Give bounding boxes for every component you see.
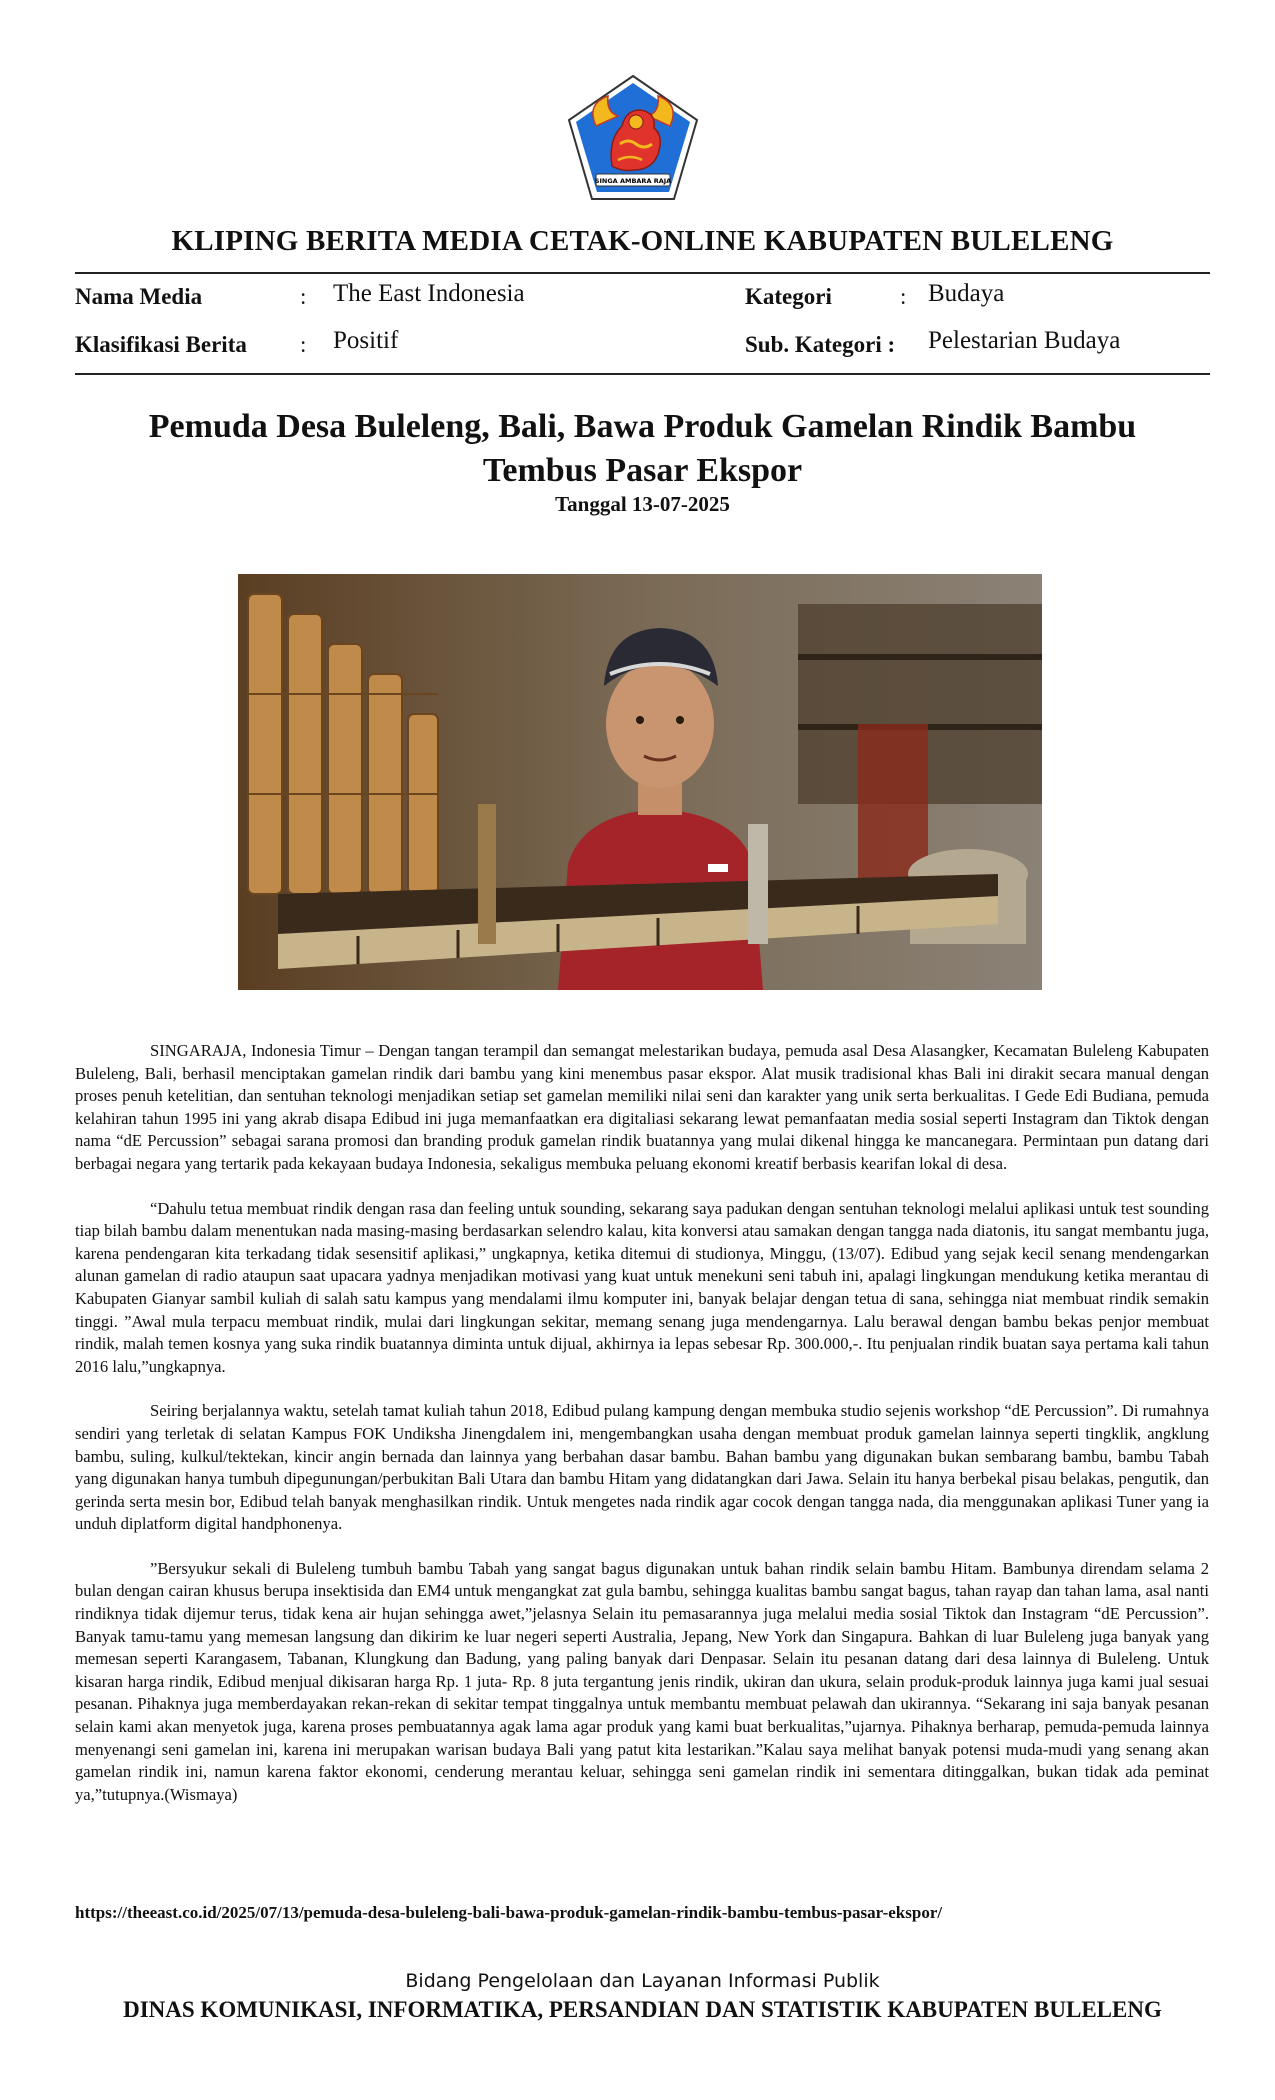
source-url-link[interactable]: https://theeast.co.id/2025/07/13/pemuda-desa-buleleng-bali-bawa-produk-gamelan-rindik-bambu-tembus-pasar-ekspor/ (75, 1903, 943, 1922)
kategori-label: Kategori (745, 284, 832, 309)
article-paragraph: SINGARAJA, Indonesia Timur – Dengan tangan terampil dan semangat melestarikan budaya, pemuda asal Desa Alasangker, Kecamatan Buleleng Kabupaten Buleleng, Bali, berhasil menciptakan gamelan rindik dari bambu yang kini menembus pasar ekspor. Alat musik tradisional khas Bali ini dirakit secara manual dengan proses penuh ketelitian, dan sentuhan teknologi menjadikan setiap set gamelan memiliki nilai seni dan karakter yang unik serta berkualitas. I Gede Edi Budiana, pemuda kelahiran tahun 1995 ini yang akrab disapa Edibud ini juga memanfaatkan era digitaliasi sekarang lewat pemanfaatan media sosial seperti Instagram dan Tiktok dengan nama “dE Percussion” sebagai sarana promosi dan branding produk gamelan rindik buatannya yang mulai dikenal hingga ke mancanegara. Permintaan pun datang dari berbagai negara yang tertarik pada kekayaan budaya Indonesia, sekaligus membuka peluang ekonomi kreatif berbasis kearifan lokal di desa. (75, 1041, 1209, 1173)
sub-kategori-label: Sub. Kategori : (745, 332, 896, 357)
klasifikasi-berita-label: Klasifikasi Berita (75, 332, 247, 357)
article-paragraph: ”Bersyukur sekali di Buleleng tumbuh bambu Tabah yang sangat bagus digunakan untuk bahan rindik selain bambu Hitam. Bambunya direndam selama 2 bulan dengan cairan khusus berupa insektisida dan EM4 untuk mengangkat zat gula bambu, sehingga kualitas bambu sangat bagus, tahan rayap dan tahan lama, asal nanti rindiknya tidak dijemur terus, tidak kena air hujan sehingga awet,”jelasnya Selain itu pemasarannya juga melalui media sosial Tiktok dan Instagram “dE Percussion”. Banyak tamu-tamu yang memesan langsung dan dikirim ke luar negeri seperti Australia, Jepang, New York dan Singapura. Bahkan di luar Buleleng juga banyak yang memesan seperti Karangasem, Tabanan, Klungkung dan Badung, yang paling banyak dari Denpasar. Selain itu pesanan datang dari desa lainnya di Buleleng. Untuk kisaran harga rindik, Edibud menjual dikisaran harga Rp. 1 juta- Rp. 8 juta tergantung jenis rindik, ukiran dan ukura, selain produk-produk lainnya juga kami jual sesuai pesanan. Pihaknya juga memberdayakan rekan-rekan di sekitar tempat tinggalnya untuk membantu membuat pelawah dan ukirannya. “Sekarang ini saja banyak pesanan selain kami akan menyetok juga, karena proses pembuatannya agak lama agar produk yang kami buat berkualitas,”ujarnya. Pihaknya berharap, pemuda-pemuda lainnya menyenangi seni gamelan ini, karena ini merupakan warisan budaya Bali yang patut kita lestarikan.”Kalau saya melihat banyak potensi muda-mudi yang senang akan gamelan rindik ini, namun karena faktor ekonomi, cenderung merantau keluar, sehingga seni gamelan rindik ini sementara ditinggalkan, bukan tidak ada peminat ya,”tutupnya.(Wismaya) (75, 1558, 1209, 1804)
klasifikasi-berita-colon: : (300, 332, 307, 357)
logo-motto: SINGA AMBARA RAJA (594, 177, 672, 185)
article-paragraph: “Dahulu tetua membuat rindik dengan rasa dan feeling untuk sounding, sekarang saya padukan dengan sentuhan teknologi melalui aplikasi untuk test sounding tiap bilah bambu dalam menentukan nada masing-masing berdasarkan selendro kalau, kita konversi atau samakan dengan tangga nada diatonis, itu sangat membantu juga, karena pendengaran kita terkadang tidak sesensitif aplikasi,” ungkapnya, ketika ditemui di studionya, Minggu, (13/07). Edibud yang sejak kecil senang mendengarkan alunan gamelan di radio ataupun saat upacara yadnya menjadikan motivasi yang kuat untuk menekuni seni tabuh ini, apalagi lingkungan mendukung ketika merantau di Kabupaten Gianyar sambil kuliah di salah satu kampus yang mendalami ilmu komputer ini, banyak belajar dengan tetua di sana, sehingga niat membuat rindik semakin tinggi. ”Awal mula terpacu membuat rindik, mulai dari lingkungan sekitar, memang senang juga mendengarnya. Lalu berawal dengan bambu bekas penjor membuat rindik, malah temen kosnya yang suka rindik buatannya diminta untuk dijual, akhirnya ia lepas sebesar Rp. 300.000,-. Itu penjualan rindik buatan saya pertama kali tahun 2016 lalu,”ungkapnya. (75, 1198, 1209, 1376)
kategori-value: Budaya (928, 280, 1005, 307)
header-divider-top (75, 272, 1210, 274)
gamelan-craftsman-photo (238, 574, 1042, 990)
article-paragraph: Seiring berjalannya waktu, setelah tamat kuliah tahun 2018, Edibud pulang kampung dengan membuka studio sejenis workshop “dE Percussion”. Di rumahnya sendiri yang terletak di selatan Kampus FOK Undiksha Jinengdalem ini, mengembangkan usaha dengan membuat produk gamelan lainnya seperti tingklik, angklung bambu, suling, kulkul/tektekan, kincir angin bernada dan lainnya yang berbahan dasar bambu. Bahan bambu yang digunakan bukan sembarang bambu, bambu Tabah yang digunakan hanya tumbuh dipegunungan/perbukitan Bali Utara dan bambu Hitam yang didatangkan dari Jawa. Selain itu hanya berbekal pisau belakas, pengutik, dan gerinda serta mesin bor, Edibud telah banyak menghasilkan rindik. Untuk mengetes nada rindik agar cocok dengan tangga nada, dia menggunakan aplikasi Tuner yang ia unduh diplatform digital handphonenya. (75, 1401, 1210, 1534)
article-body (75, 1040, 1209, 1828)
kategori-colon: : (900, 284, 907, 309)
article-title-line-1: Pemuda Desa Buleleng, Bali, Bawa Produk Gamelan Rindik Bambu (148, 408, 1137, 445)
article-title-line-2: Tembus Pasar Ekspor (482, 452, 803, 489)
sub-kategori-value: Pelestarian Budaya (928, 327, 1121, 354)
buleleng-logo (566, 74, 700, 202)
article-title (90, 405, 1195, 493)
article-photo (238, 574, 1042, 990)
singa-ambara-raja-emblem (566, 74, 700, 202)
footer-agency: DINAS KOMUNIKASI, INFORMATIKA, PERSANDIAN DAN STATISTIK KABUPATEN BULELENG (123, 1997, 1162, 2022)
document-header-title: KLIPING BERITA MEDIA CETAK-ONLINE KABUPATEN BULELENG (171, 225, 1114, 257)
header-divider-bottom (75, 373, 1210, 375)
nama-media-label: Nama Media (75, 284, 203, 309)
footer-department: Bidang Pengelolaan dan Layanan Informasi Publik (405, 1970, 880, 1992)
nama-media-value: The East Indonesia (333, 280, 525, 307)
klasifikasi-berita-value: Positif (333, 327, 399, 354)
nama-media-colon: : (300, 284, 307, 309)
article-date: Tanggal 13-07-2025 (555, 492, 730, 516)
